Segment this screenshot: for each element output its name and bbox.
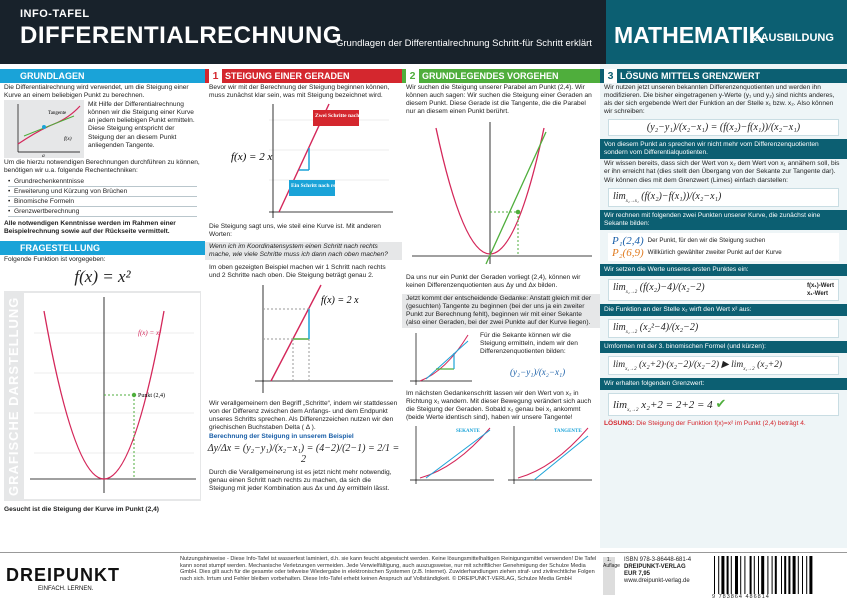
solution: LÖSUNG: Die Steigung der Funktion f(x)=x² im Punkt (2,4) beträgt 4. (604, 419, 806, 427)
band-result: Wir erhalten folgenden Grenzwert: (600, 378, 847, 390)
column-grenzwert (600, 64, 847, 548)
grundlagen-text: Mit Hilfe der Differentialrechnung können wir die Steigung einer Kurve an jedem beliebigen Punkt ermitteln. Diese Steigung entspricht der Steigung der an diesem Punkt anliegenden Tangente. (88, 101, 195, 149)
isbn-info (624, 557, 691, 585)
subject-suffix: & AUSBILDUNG (750, 32, 834, 44)
vertical-label: GRAFISCHE DARSTELLUNG (6, 295, 21, 496)
secant-graph (406, 424, 498, 486)
secant-text: Für die Sekante können wir die Steigung ermitteln, indem wir den Differenzenquotienten bilden: (480, 331, 578, 355)
one-step-label: Ein Schritt nach rechts (291, 183, 346, 190)
fx1-label: f(x₁)-Wert (806, 282, 834, 289)
delta-graph (209, 281, 397, 397)
subject-banner (606, 0, 847, 64)
tangent-limit-graph (504, 424, 596, 486)
formula-result: $\lim_{x_2\to 2} x_2+2 = 2+2 = 4$ ✔ (608, 393, 839, 416)
steigung-question: Wenn ich im Koordinatensystem einen Schritt nach rechts mache, wie viele Schritte muss ich dann nach oben machen? (205, 242, 402, 260)
section-bar-steigung: 1 STEIGUNG EINER GERADEN (205, 69, 402, 83)
question: Gesucht ist die Steigung der Kurve im Punkt (2,4) (4, 505, 159, 513)
column-vorgehen (402, 64, 600, 548)
techniques-list (0, 175, 205, 219)
point-two-text: Willkürlich gewählter zweiter Punkt auf der Kurve (647, 249, 782, 257)
footer (0, 552, 847, 599)
x1-label: x₁-Wert (806, 290, 828, 297)
formula-limit: $\lim_{x_2\to x_1} (f(x_2)-f(x_1))/(x_2-x_1)$ (608, 188, 839, 207)
steigung-text: Die Steigung sagt uns, wie steil eine Kurve ist. Mit anderen Worten: (209, 223, 381, 239)
point-one: P₁(2,4) (612, 234, 644, 247)
edition-badge: 1. Auflage (603, 557, 615, 595)
formula-quotient: (y₂−y₁)/(x₂−x₁) = (f(x₂)−f(x₁))/(x₂−x₁) (608, 119, 839, 136)
point-two: P₂(6,9) (612, 246, 644, 259)
section-bar-grenzwert: 3 LÖSUNG MITTELS GRENZWERT (600, 69, 847, 83)
list-item: • Grenzwertberechnung (8, 207, 197, 217)
usage-notes: Nutzungshinweise - Diese Info-Tafel ist wasserfest laminiert, d.h. sie kann feucht abgewischt werden. Keine lösungsmittelhaltigen Reinigungsmittel verwenden! Die Tafel kann sonst stumpf werden. Mechanische Verletzungen vermeiden. Jede Verwielfältigung, auch auszugsweise, nur mit schriftlicher Genehmigung der Schulze Media GmbH. Dies gilt auch für die gesamte oder teilweise Wiedergabe in elektronischen Systemen (z.B. Internet). Zuwiderhandlungen ziehen straf- und zivilrechtliche Folgen nach sich. Irrtum und Fehler bleiben vorbehalten. Diese Info-Tafel erhebt keinen Anspruch auf Vollständigkeit. © DREIPUNKT-VERLAG, Schulze Media GmbH (180, 556, 597, 582)
a-label: a (42, 153, 45, 159)
delta-calculation: Δy/Δx = (y₂−y₁)/(x₂−x₁) = (4−2)/(2−1) = 2/1 = 2 (207, 443, 400, 466)
tangente-label: TANGENTE (554, 428, 582, 434)
grundlagen-techniques-intro: Um die hierzu notwendigen Berechnungen durchführen zu können, benötigen wir u.a. folgende Rechentechniken: (4, 159, 200, 175)
two-steps-label: Zwei Schritte nach oben (315, 113, 372, 120)
function-formula: f(x) = x² (74, 266, 131, 286)
line-graph (209, 100, 397, 220)
secant-quotient: (y₂−y₁)/(x₂−x₁) (510, 366, 566, 377)
grenzwert-intro: Wir nutzen jetzt unseren bekannten Differenzenquotienten und werden ihn modifizieren. Die bisher eingetragenen y-Werte (y₁ und y₂) sind nichts anderes, als der sich ergebende Wert der Funktion an der Stelle x₁ bzw. x₂. Also können wir schreiben: (604, 84, 835, 116)
section-bar-vorgehen: 2 GRUNDLEGENDES VORGEHEN (402, 69, 600, 83)
formula-binomial: $\lim_{x_2\to 2} (x_2+2)\cdot(x_2-2)/(x_2-2)$ ▶ $\lim_{x_2\to 2} (x_2+2)$ (608, 356, 839, 375)
grundlagen-note: Alle notwendigen Kenntnisse werden im Rahmen einer Beispielrechnung sowie auf der Rückseite vermittelt. (4, 220, 176, 236)
punkt-label: Punkt (2,4) (138, 392, 165, 399)
column-grundlagen (0, 64, 205, 548)
band-function: Die Funktion an der Stelle x₂ wirft den Wert x² aus: (600, 304, 847, 316)
band-differential: Von diesem Punkt an sprechen wir nicht mehr vom Differenzenquotienten sondern vom Differentialquotienten. (600, 139, 847, 159)
website: www.dreipunkt-verlag.de (624, 578, 690, 584)
list-item: • Erweiterung und Kürzung von Brüchen (8, 187, 197, 197)
section-bar-fragestellung: FRAGESTELLUNG (0, 241, 205, 255)
calc-title: Berechnung der Steigung in unserem Beispiel (209, 432, 354, 440)
formula-insert: $\lim_{x_2\to 2} (f(x_2)-4)/(x_2-2)$ f(x₁)-Wert x₁-Wert (608, 279, 839, 301)
parabola-graph (24, 293, 200, 499)
band-binomial: Umformen mit der 3. binomischen Formel (und kürzen): (600, 341, 847, 353)
barcode (712, 556, 842, 594)
list-item: • Grundrechenkenntnisse (8, 177, 197, 187)
delta-text: Wir verallgemeinern den Begriff „Schritte“, indem wir stattdessen von der Differenz zwischen dem Anfangs- und dem Endpunkt unseres Schritts sprechen. Als Differenzzeichen nutzen wir den griechischen Buchstaben Delta ( Δ ). (209, 399, 398, 431)
column-steigung (205, 64, 402, 548)
tangent-diagram (4, 100, 84, 158)
list-item: • Binomische Formeln (8, 197, 197, 207)
subject-title: MATHEMATIK (614, 22, 766, 48)
band-insert: Wir setzen die Werte unseres ersten Punktes ein: (600, 264, 847, 276)
header-title: DIFFERENTIALRECHNUNG (20, 22, 342, 49)
fragestellung-intro: Folgende Funktion ist vorgegeben: (4, 255, 106, 263)
grundlagen-intro: Die Differentialrechnung wird verwendet, um die Steigung einer Kurve an einem beliebigen Punkt zu berechnen. (4, 84, 189, 100)
curve-label: f(x) = x² (138, 328, 162, 337)
curve-label: f(x) (64, 136, 72, 143)
price: EUR 7,95 (624, 571, 651, 577)
publisher-slogan: EINFACH. LERNEN. (38, 586, 94, 592)
barcode-number: 9 783864 486814 (712, 594, 770, 599)
vorgehen-intro: Wir suchen die Steigung unserer Parabel am Punkt (2,4). Wir können auch sagen: Wir suchen die Steigung einer Geraden an diesem Punkt. Diese Gerade ist die Tangente, die die Parabel nur an diesem einen Punkt berührt. (406, 84, 592, 116)
check-icon: ✔ (715, 395, 727, 411)
secant-mini-graph (406, 331, 476, 387)
steigung-general: Durch die Verallgemeinerung ist es jetzt nicht mehr notwendig, genau einen Schritt nach rechts zu machen, da sich die Steigung mit jeder Kombination aus Δx und Δy ermitteln lässt. (209, 469, 392, 493)
sekante-label: SEKANTE (456, 428, 480, 434)
header-tagline: Grundlagen der Differentialrechnung Schritt-für Schritt erklärt (336, 38, 592, 49)
section-bar-grundlagen: GRUNDLAGEN (0, 69, 205, 83)
vorgehen-limit: Im nächsten Gedankenschritt lassen wir den Wert von x₂ in Richtung x₁ wandern. Mit dieser Bewegung verändert sich auch die Steigung der Geraden. Sobald x₂ genau bei x₁ ankommt (beide Werte identisch sind), haben wir unsere Tangente! (406, 389, 592, 421)
band-points: Wir rechnen mit folgenden zwei Punkten unserer Kurve, die zunächst eine Sekante bilden: (600, 210, 847, 230)
point-one-row (612, 235, 835, 247)
vorgehen-problem: Da uns nur ein Punkt der Geraden vorliegt (2,4), können wir keinen Differenzenquotienten aus Δy und Δx bilden. (406, 274, 581, 290)
verlag: DREIPUNKT-VERLAG (624, 564, 686, 570)
isbn: ISBN 978-3-86448-681-4 (624, 557, 692, 563)
formula-square: $\lim_{x_2\to 2} (x_2^2-4)/(x_2-2)$ (608, 319, 839, 338)
vorgehen-idea: Jetzt kommt der entscheidende Gedanke: Anstatt gleich mit der (gesuchten) Tangente zu beginnen (bei der uns ja ein zweiter Punkt zur Berechnung fehlt), beginnen wir mit einer Sekante (also einer Geraden, bei der zwei Punkte auf der Kurve liegen). (402, 294, 600, 328)
point-one-text: Der Punkt, für den wir die Steigung suchen (647, 237, 766, 245)
steigung-example: Im oben gezeigten Beispiel machen wir 1 Schritt nach rechts und 2 Schritte nach oben. Die Steigung beträgt genau 2. (209, 264, 386, 280)
grenzwert-text: Wir wissen bereits, dass sich der Wert von x₂ dem Wert von x₁ annähern soll, bis er ihn erreicht hat (dies stellt den Übergang von der Sekante zur Tangente dar). Wir können dies mit dem Grenzwert (Limes) einfach darstellen: (604, 160, 840, 184)
publisher-logo: DREIPUNKT (6, 565, 121, 585)
line-formula: f(x) = 2 x (231, 151, 273, 164)
line-formula: f(x) = 2 x (321, 294, 359, 306)
point-two-row (612, 247, 835, 259)
tangente-label: Tangente (48, 111, 67, 117)
header-subtitle: INFO-TAFEL (20, 8, 90, 20)
steigung-intro: Bevor wir mit der Berechnung der Steigung beginnen können, muss zunächst klar sein, was mit Steigung bezeichnet wird. (209, 84, 390, 100)
tangent-parabola-graph (406, 118, 596, 268)
